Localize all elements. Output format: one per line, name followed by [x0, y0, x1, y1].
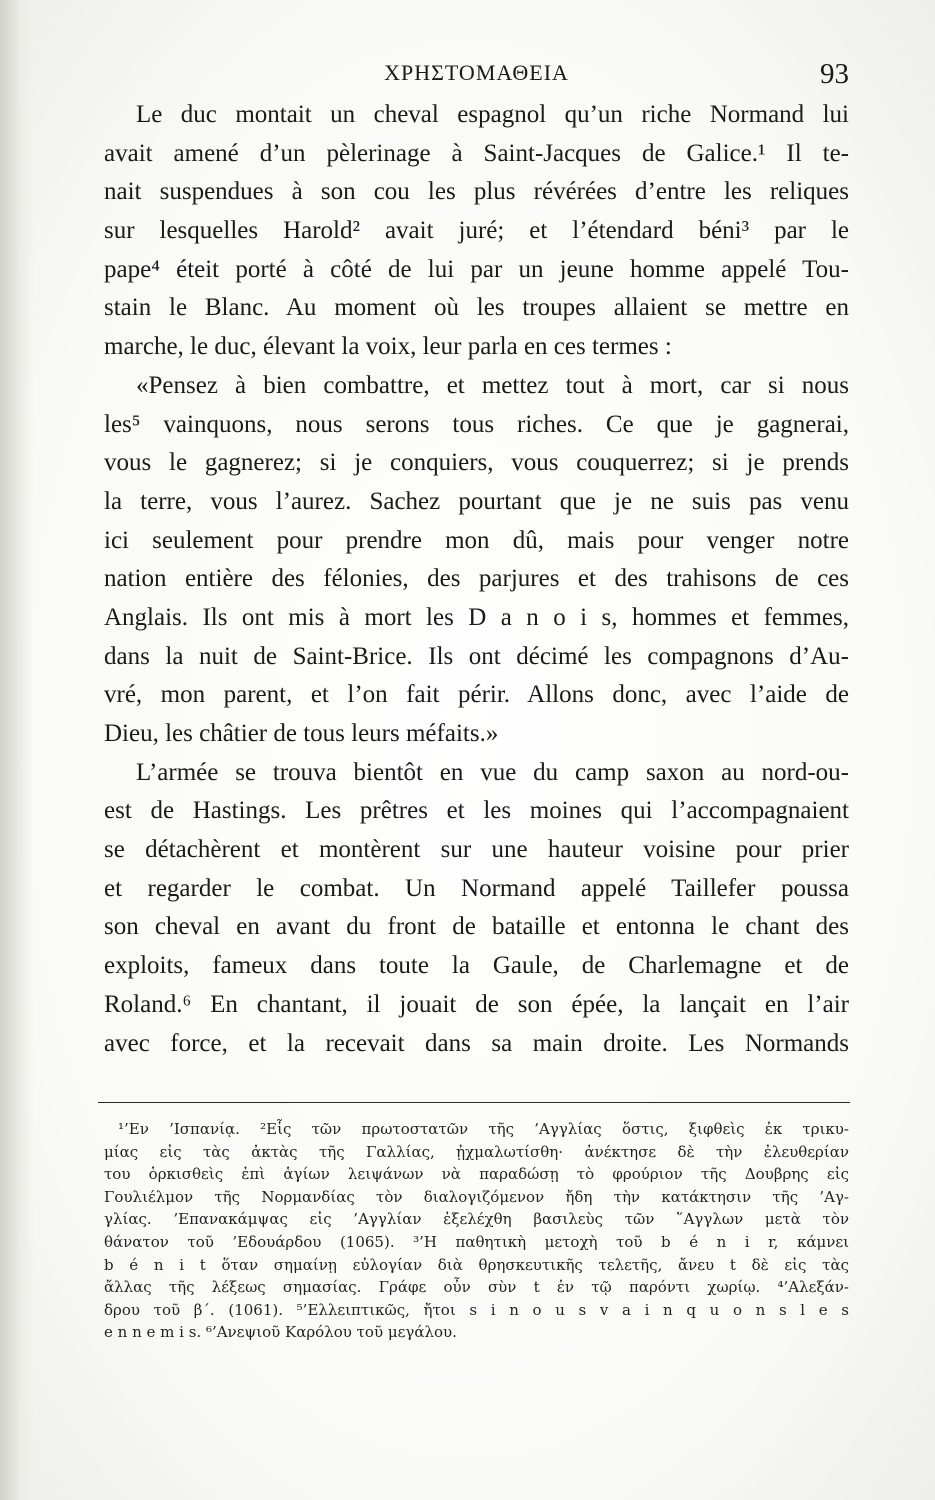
- footnote-line: μίας εἰς τὰς ἀκτὰς τῆς Γαλλίας, ᾐχμαλωτίσθη· ἀνέκτησε δὲ τὴν ἐλευθερίαν: [104, 1142, 849, 1161]
- footnote-line: θάνατον τοῦ ’Εδουάρδου (1065). ³’Η παθητικὴ μετοχὴ τοῦ b é n i r, κάμνει: [104, 1232, 849, 1251]
- text-line: son cheval en avant du front de bataille et entonna le chant des: [104, 913, 849, 941]
- footnote-line: b é n i t ὅταν σημαίνῃ εὐλογίαν διὰ θρησκευτικῆς τελετῆς, ἄνευ t δὲ εἰς τὰς: [104, 1255, 849, 1274]
- text-line: vré, mon parent, et l’on fait périr. Allons donc, avec l’aide de: [104, 681, 849, 709]
- main-text: [104, 96, 849, 1063]
- footnote-divider: [98, 1102, 850, 1103]
- text-line: avec force, et la recevait dans sa main droite. Les Normands: [104, 1029, 849, 1057]
- running-title: ΧΡΗΣΤΟΜΑΘΕΙΑ: [384, 60, 569, 85]
- text-line: dans la nuit de Saint-Brice. Ils ont décimé les compagnons d’Au-: [104, 642, 849, 670]
- footnote-line: ¹’Εν ’Ισπανίᾳ. ²Εἷς τῶν πρωτοστατῶν τῆς ’Αγγλίας ὅστις, ξιφθεὶς ἐκ τρικυ-: [118, 1120, 849, 1138]
- text-line: Roland.⁶ En chantant, il jouait de son épée, la lançait en l’air: [104, 990, 849, 1018]
- text-line: nait suspendues à son cou les plus révérées d’entre les reliques: [104, 178, 849, 206]
- footnote-line: του ὁρκισθεὶς ἐπὶ ἁγίων λειψάνων νὰ παραδώσῃ τὸ φρούριον τῆς Δουβρης εἰς: [104, 1165, 849, 1184]
- page-gutter-shadow: [0, 0, 34, 1500]
- text-line: avait amené d’un pèlerinage à Saint-Jacques de Galice.¹ Il te-: [104, 139, 849, 167]
- footnote-line: Γουλιέλμον τῆς Νορμανδίας τὸν διαλογιζόμενον ἤδη τὴν κατάκτησιν τῆς ’Αγ-: [104, 1187, 849, 1206]
- text-line: Anglais. Ils ont mis à mort les D a n o i s, hommes et femmes,: [104, 603, 849, 631]
- text-line: se détachèrent et montèrent sur une hauteur voisine pour prier: [104, 836, 849, 864]
- text-line: L’armée se trouva bientôt en vue du camp saxon au nord-ou-: [136, 758, 849, 786]
- text-line: Dieu, les châtier de tous leurs méfaits.»: [104, 720, 499, 747]
- text-line: ici seulement pour prendre mon dû, mais pour venger notre: [104, 526, 849, 554]
- footnote-line: e n n e m i s. ⁶’Ανεψιοῦ Καρόλου τοῦ μεγάλου.: [104, 1323, 457, 1342]
- footnote-line: γλίας. ’Επανακάμψας εἰς ’Αγγλίαν ἐξελέχθη βασιλεὺς τῶν ῞Αγγλων μετὰ τὸν: [104, 1210, 849, 1229]
- text-line: marche, le duc, élevant la voix, leur parla en ces termes :: [104, 333, 672, 361]
- text-line: les⁵ vainquons, nous serons tous riches. Ce que je gagnerai,: [104, 410, 849, 438]
- footnote-line: ἄλλας τῆς λέξεως σημασίας. Γράφε οὖν σὺν t ἐν τῷ παρόντι χωρίῳ. ⁴’Αλεξάν-: [104, 1278, 849, 1297]
- text-line: Le duc montait un cheval espagnol qu’un riche Normand lui: [136, 101, 849, 128]
- text-line: exploits, fameux dans toute la Gaule, de Charlemagne et de: [104, 952, 849, 980]
- text-line: nation entière des félonies, des parjures et des trahisons de ces: [104, 565, 849, 593]
- footnote-line: δρου τοῦ β΄. (1061). ⁵’Ελλειπτικῶς, ἤτοι s i n o u s v a i n q u o n s l e s: [104, 1300, 849, 1319]
- text-line: «Pensez à bien combattre, et mettez tout à mort, car si nous: [136, 371, 849, 399]
- text-line: sur lesquelles Harold² avait juré; et l’étendard béni³ par le: [104, 217, 849, 245]
- text-line: la terre, vous l’aurez. Sachez pourtant que je ne suis pas venu: [104, 487, 849, 515]
- page-number: 93: [820, 58, 849, 90]
- text-line: est de Hastings. Les prêtres et les moines qui l’accompagnaient: [104, 797, 849, 825]
- page-header: [104, 58, 849, 92]
- text-line: stain le Blanc. Au moment où les troupes allaient se mettre en: [104, 294, 849, 322]
- text-line: vous le gagnerez; si je conquiers, vous couquerrez; si je prends: [104, 449, 849, 477]
- text-line: et regarder le combat. Un Normand appelé Taillefer poussa: [104, 874, 849, 902]
- text-line: pape⁴ éteit porté à côté de lui par un jeune homme appelé Tou-: [104, 255, 849, 283]
- footnotes: [104, 1118, 849, 1344]
